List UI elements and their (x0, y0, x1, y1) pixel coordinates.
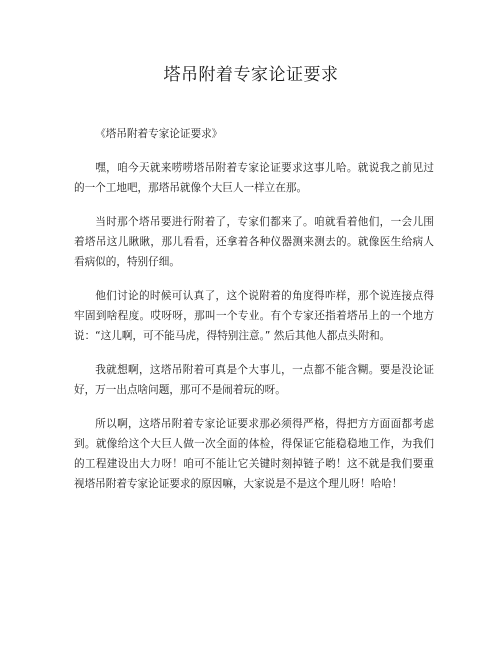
paragraph-1: 嘿，咱今天就来唠唠塔吊附着专家论证要求这事儿哈。就说我之前见过的一个工地吧，那塔吊就像个大巨人一样立在那。 (74, 162, 434, 194)
paragraph-4: 我就想啊，这塔吊附着可真是个大事儿，一点都不能含糊。要是没论证好，万一出点啥问题，那可不是闹着玩的呀。 (74, 364, 434, 396)
document-subtitle: 《塔吊附着专家论证要求》 (95, 128, 223, 140)
document-title: 塔吊附着专家论证要求 (163, 65, 339, 85)
paragraph-3: 他们讨论的时候可认真了，这个说附着的角度得咋样，那个说连接点得牢固到啥程度。哎呀呀，那叫一个专业。有个专家还指着塔吊上的一个地方说：“这儿啊，可不能马虎，得特别注意。” 然后其他人都点头附和。 (74, 290, 434, 342)
paragraph-2: 当时那个塔吊要进行附着了，专家们都来了。咱就看着他们，一会儿围着塔吊这儿瞅瞅，那儿看看，还拿着各种仪器测来测去的。就像医生给病人看病似的，特别仔细。 (74, 216, 434, 268)
document-body (74, 124, 434, 508)
paragraph-5: 所以啊，这塔吊附着专家论证要求那必须得严格，得把方方面面都考虑到。就像给这个大巨人做一次全面的体检，得保证它能稳稳地工作，为我们的工程建设出大力呀！咱可不能让它关键时刻掉链子哟！这不就是我们要重视塔吊附着专家论证要求的原因嘛，大家说是不是这个理儿呀！哈哈！ (74, 418, 434, 490)
